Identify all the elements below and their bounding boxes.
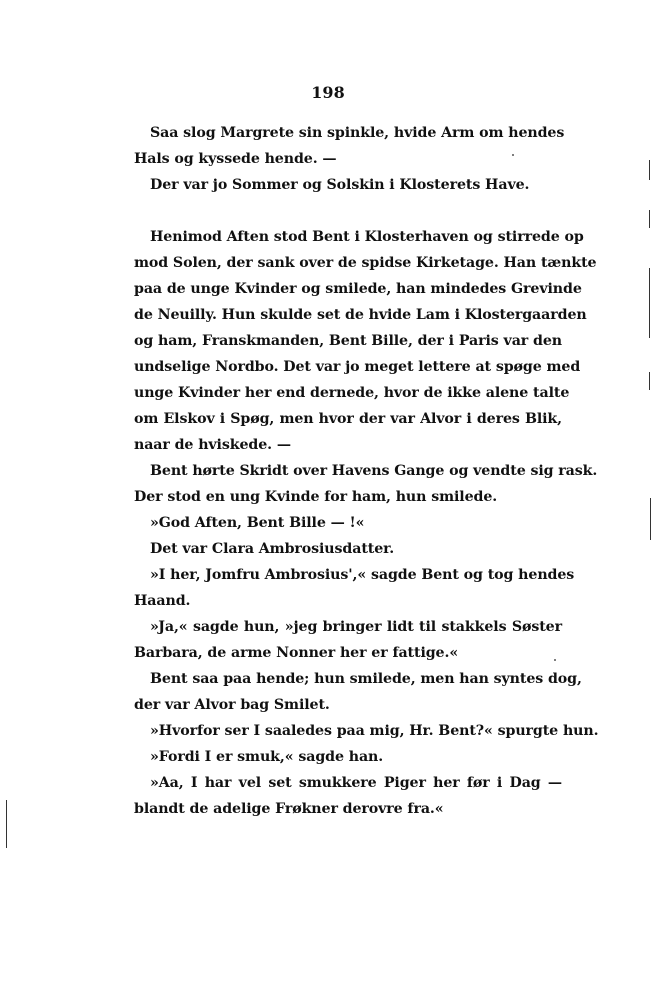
page-number: 198 bbox=[311, 83, 345, 102]
scan-speck bbox=[554, 659, 556, 661]
scan-mark bbox=[649, 268, 650, 338]
text-line: Henimod Aften stod Bent i Klosterhaven og stirrede op bbox=[150, 229, 584, 245]
text-line: Det var Clara Ambrosiusdatter. bbox=[150, 541, 395, 557]
text-line: Der var jo Sommer og Solskin i Klosterets Have. bbox=[150, 177, 530, 193]
text-line: mod Solen, der sank over de spidse Kirketage. Han tænkte bbox=[134, 255, 597, 271]
text-line: paa de unge Kvinder og smilede, han mindedes Grevinde bbox=[134, 281, 582, 297]
text-line: og ham, Franskmanden, Bent Bille, der i Paris var den bbox=[134, 333, 562, 349]
scan-speck bbox=[512, 154, 514, 156]
text-line: de Neuilly. Hun skulde set de hvide Lam i Klostergaarden bbox=[134, 307, 587, 323]
text-line: Barbara, de arme Nonner her er fattige.« bbox=[134, 645, 459, 661]
scan-mark bbox=[649, 372, 650, 390]
text-line: naar de hviskede. — bbox=[134, 437, 291, 453]
text-line: undselige Nordbo. Det var jo meget lettere at spøge med bbox=[134, 359, 581, 375]
text-line: blandt de adelige Frøkner derovre fra.« bbox=[134, 801, 444, 817]
scan-mark bbox=[649, 160, 650, 180]
text-line: Bent saa paa hende; hun smilede, men han syntes dog, bbox=[150, 671, 582, 687]
scan-mark bbox=[6, 800, 7, 848]
text-line: unge Kvinder her end dernede, hvor de ikke alene talte bbox=[134, 385, 570, 401]
text-line: »Aa, I har vel set smukkere Piger her før i Dag — bbox=[150, 775, 562, 791]
text-line: Saa slog Margrete sin spinkle, hvide Arm om hendes bbox=[150, 125, 565, 141]
text-line: der var Alvor bag Smilet. bbox=[134, 697, 330, 713]
scan-mark bbox=[650, 498, 651, 540]
text-line: »Fordi I er smuk,« sagde han. bbox=[150, 749, 384, 765]
text-line: »Ja,« sagde hun, »jeg bringer lidt til stakkels Søster bbox=[150, 619, 562, 635]
text-line: »Hvorfor ser I saaledes paa mig, Hr. Bent?« spurgte hun. bbox=[150, 723, 599, 739]
text-line: Haand. bbox=[134, 593, 191, 609]
text-line: »God Aften, Bent Bille — !« bbox=[150, 515, 365, 531]
paragraph-gap bbox=[134, 198, 562, 224]
text-line: »I her, Jomfru Ambrosius',« sagde Bent og tog hendes bbox=[150, 567, 575, 583]
text-line: Bent hørte Skridt over Havens Gange og vendte sig rask. bbox=[150, 463, 598, 479]
text-line: Hals og kyssede hende. — bbox=[134, 151, 337, 167]
body-text bbox=[134, 120, 599, 822]
text-line: om Elskov i Spøg, men hvor der var Alvor i deres Blik, bbox=[134, 411, 562, 427]
scan-mark bbox=[649, 210, 650, 228]
text-line: Der stod en ung Kvinde for ham, hun smilede. bbox=[134, 489, 498, 505]
